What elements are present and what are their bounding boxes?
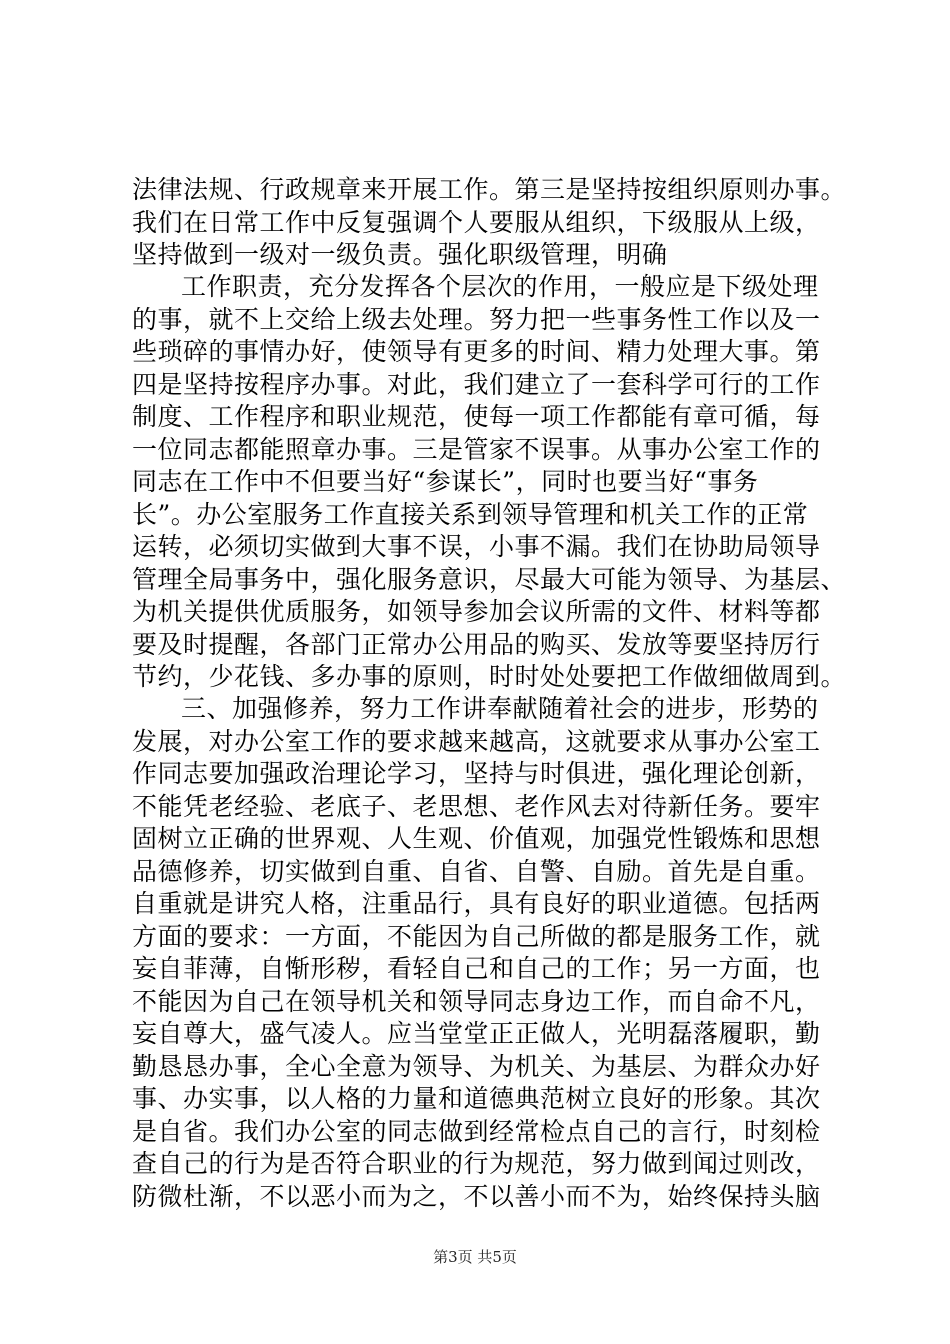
text-line: 妄自菲薄，自惭形秽，看轻自己和自己的工作；另一方面，也 — [132, 954, 821, 983]
text-line: 制度、工作程序和职业规范，使每一项工作都能有章可循，每 — [132, 402, 821, 431]
paragraph-1 — [132, 174, 852, 272]
text-line: 不能因为自己在领导机关和领导同志身边工作，而自命不凡， — [132, 986, 821, 1016]
text-line: 工作职责，充分发挥各个层次的作用，一般应是下级处理 — [181, 272, 819, 301]
text-line: 防微杜渐，不以恶小而为之，不以善小而不为，始终保持头脑 — [132, 1181, 821, 1211]
text-line: 作同志要加强政治理论学习，坚持与时俱进，强化理论创新， — [132, 759, 821, 788]
text-line: 勤恳恳办事，全心全意为领导、为机关、为基层、为群众办好 — [132, 1051, 821, 1081]
text-line: 我们在日常工作中反复强调个人要服从组织，下级服从上级， — [132, 207, 821, 237]
text-line: 是自省。我们办公室的同志做到经常检点自己的言行，时刻检 — [132, 1116, 821, 1146]
text-line: 四是坚持按程序办事。对此，我们建立了一套科学可行的工作 — [132, 369, 821, 399]
paragraph-2 — [132, 271, 852, 694]
text-line: 不能凭老经验、老底子、老思想、老作风去对待新任务。要牢 — [132, 791, 821, 821]
text-line: 一位同志都能照章办事。三是管家不误事。从事办公室工作的 — [132, 434, 821, 464]
text-line: 的事，就不上交给上级去处理。努力把一些事务性工作以及一 — [132, 304, 821, 334]
text-line: 三、加强修养，努力工作讲奉献随着社会的进步，形势的 — [181, 694, 819, 723]
text-line: 同志在工作中不但要当好“参谋长”，同时也要当好“事务 — [132, 467, 759, 496]
text-line: 方面的要求：一方面，不能因为自己所做的都是服务工作，就 — [132, 921, 821, 951]
text-line: 查自己的行为是否符合职业的行为规范，努力做到闻过则改， — [132, 1149, 821, 1178]
text-line: 管理全局事务中，强化服务意识，尽最大可能为领导、为基层、 — [132, 564, 847, 594]
text-line: 发展，对办公室工作的要求越来越高，这就要求从事办公室工 — [132, 726, 821, 756]
text-line: 运转，必须切实做到大事不误，小事不漏。我们在协助局领导 — [132, 532, 821, 561]
paragraph-3 — [132, 693, 852, 1213]
text-line: 些琐碎的事情办好，使领导有更多的时间、精力处理大事。第 — [132, 337, 821, 366]
page-number-footer: 第3页 共5页 — [433, 1248, 517, 1266]
text-line: 要及时提醒，各部门正常办公用品的购买、发放等要坚持厉行 — [132, 629, 821, 659]
text-line: 坚持做到一级对一级负责。强化职级管理，明确 — [132, 240, 668, 269]
text-line: 品德修养，切实做到自重、自省、自警、自励。首先是自重。 — [132, 856, 821, 886]
text-line: 妄自尊大，盛气凌人。应当堂堂正正做人，光明磊落履职，勤 — [132, 1019, 821, 1048]
text-line: 事、办实事，以人格的力量和道德典范树立良好的形象。其次 — [132, 1084, 821, 1113]
text-line: 固树立正确的世界观、人生观、价值观，加强党性锻炼和思想 — [132, 824, 821, 853]
text-line: 自重就是讲究人格，注重品行，具有良好的职业道德。包括两 — [132, 889, 821, 918]
text-line: 长”。办公室服务工作直接关系到领导管理和机关工作的正常 — [132, 499, 809, 529]
text-line: 为机关提供优质服务，如领导参加会议所需的文件、材料等都 — [132, 597, 821, 626]
text-line: 节约，少花钱、多办事的原则，时时处处要把工作做细做周到。 — [132, 662, 847, 691]
text-line: 法律法规、行政规章来开展工作。第三是坚持按组织原则办事。 — [132, 175, 847, 204]
